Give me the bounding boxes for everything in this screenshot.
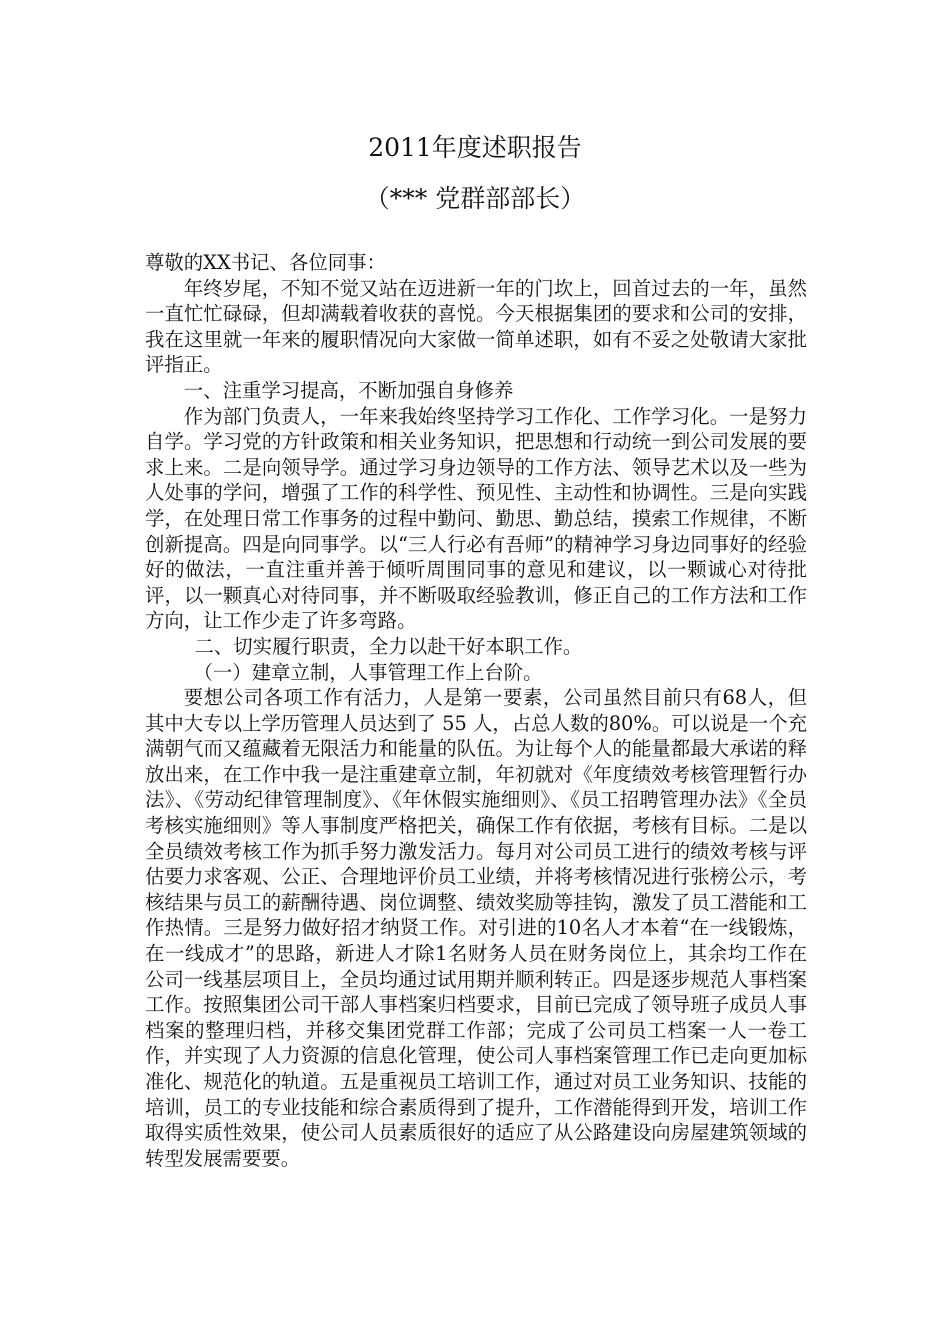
document-subtitle: （*** 党群部部长）	[364, 184, 586, 213]
section-2-subheading-1: （一）建章立制，人事管理工作上台阶。	[193, 660, 543, 684]
document-title: 2011年度述职报告	[368, 133, 582, 162]
document-body	[145, 250, 807, 1171]
section-1-heading: 一、注重学习提高，不断加强自身修养	[183, 378, 514, 402]
section-1-paragraph: 作为部门负责人，一年来我始终坚持学习工作化、工作学习化。一是努力自学。学习党的方针政策和相关业务知识，把思想和行动统一到公司发展的要求上来。二是向领导学。通过学习身边领导的工作方法、领导艺术以及一些为人处事的学问，增强了工作的科学性、预见性、主动性和协调性。三是向实践学，在处理日常工作事务的过程中勤问、勤思、勤总结，摸索工作规律，不断创新提高。四是向同事学。以“三人行必有吾师”的精神学习身边同事好的经验好的做法，一直注重并善于倾听周围同事的意见和建议，以一颗诚心对待批评，以一颗真心对待同事，并不断吸取经验教训，修正自己的工作方法和工作方向，让工作少走了许多弯路。	[145, 404, 807, 633]
section-2-heading: 二、切实履行职责，全力以赴干好本职工作。	[194, 634, 583, 658]
salutation: 尊敬的XX书记、各位同事：	[145, 251, 386, 274]
section-2-paragraph-1: 要想公司各项工作有活力，人是第一要素，公司虽然目前只有68人，但其中大专以上学历管理人员达到了 55 人，占总人数的80%。可以说是一个充满朝气而又蕴藏着无限活力和能量的队伍。为让每个人的能量都最大承诺的释放出来，在工作中我一是注重建章立制，年初就对《年度绩效考核管理暂行办法》、《劳动纪律管理制度》、《年休假实施细则》、《员工招聘管理办法》《全员考核实施细则》等人事制度严格把关，确保工作有依据，考核有目标。二是以全员绩效考核工作为抓手努力激发活力。每月对公司员工进行的绩效考核与评估要力求客观、公正、合理地评价员工业绩，并将考核情况进行张榜公示，考核结果与员工的薪酬待遇、岗位调整、绩效奖励等挂钩，激发了员工潜能和工作热情。三是努力做好招才纳贤工作。对引进的10名人才本着“在一线锻炼，在一线成才”的思路，新进人才除1名财务人员在财务岗位上，其余均工作在公司一线基层项目上，全员均通过试用期并顺利转正。四是逐步规范人事档案工作。按照集团公司干部人事档案归档要求，目前已完成了领导班子成员人事档案的整理归档，并移交集团党群工作部；完成了公司员工档案一人一卷工作，并实现了人力资源的信息化管理，使公司人事档案管理工作已走向更加标准化、规范化的轨道。五是重视员工培训工作，通过对员工业务知识、技能的培训，员工的专业技能和综合素质得到了提升，工作潜能得到开发，培训工作取得实质性效果，使公司人员素质很好的适应了从公路建设向房屋建筑领域的转型发展需要要。	[145, 686, 807, 1170]
intro-paragraph: 年终岁尾，不知不觉又站在迈进新一年的门坎上，回首过去的一年，虽然一直忙忙碌碌，但却满载着收获的喜悦。今天根据集团的要求和公司的安排，我在这里就一年来的履职情况向大家做一简单述职，如有不妥之处敬请大家批评指正。	[145, 276, 807, 377]
